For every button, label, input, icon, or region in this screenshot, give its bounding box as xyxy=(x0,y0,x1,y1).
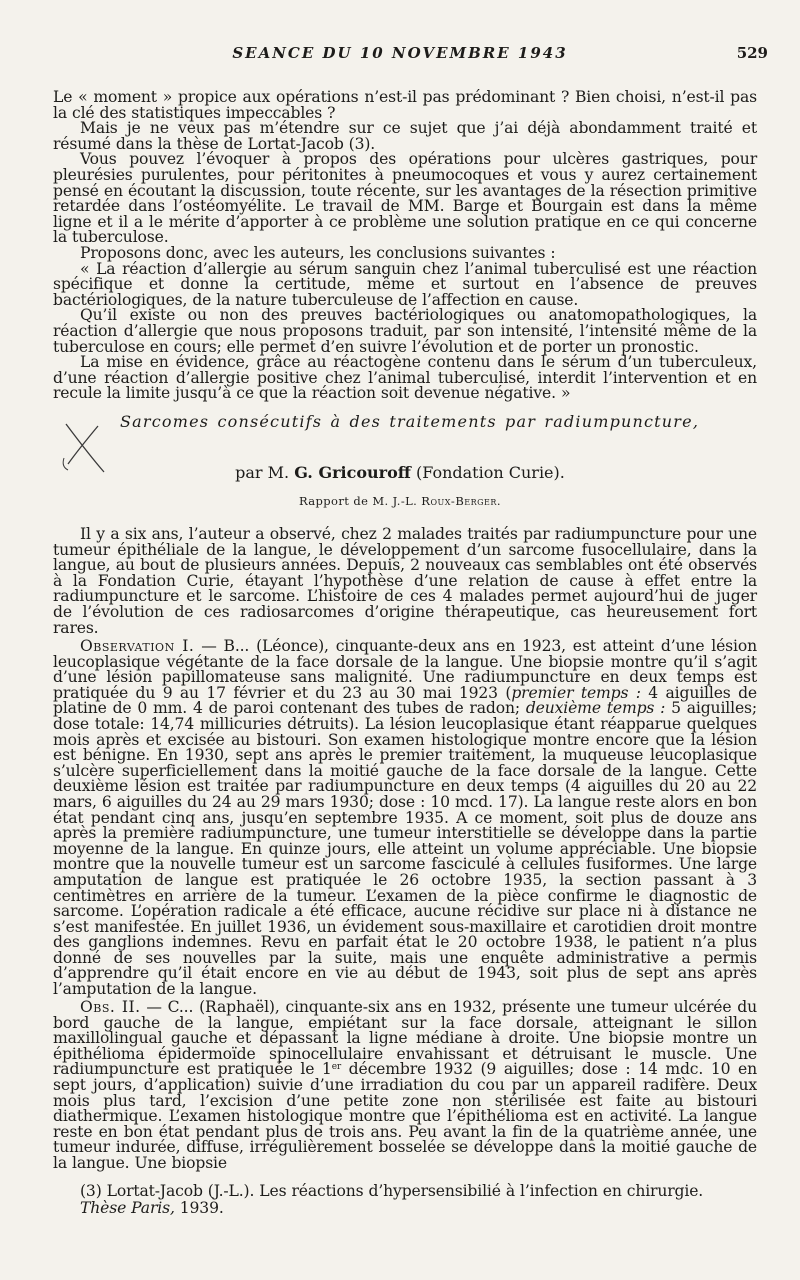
footnote-italic: Thèse Paris, xyxy=(80,1199,175,1217)
observation-1-italic-2: deuxième temps : xyxy=(525,699,666,718)
footnote xyxy=(80,1183,760,1217)
article-summary-section xyxy=(53,527,757,636)
page-number: 529 xyxy=(736,44,768,62)
intro-paragraph-4: Proposons donc, avec les auteurs, les conclusions suivantes : xyxy=(80,243,556,262)
observation-1-text xyxy=(53,639,757,998)
page-header xyxy=(0,44,800,68)
byline-suffix: (Fondation Curie). xyxy=(415,463,565,482)
observation-1-italic-1: premier temps : xyxy=(511,683,641,702)
rapporteur-name: Roux-Berger. xyxy=(421,494,502,508)
intro-paragraph-1: Le « moment » propice aux opérations n’est-il pas prédominant ? Bien choisi, n’est-il pas la clé des statistiques impeccables ? xyxy=(53,88,757,122)
superscript-er: er xyxy=(331,1062,342,1073)
article-byline xyxy=(0,463,800,482)
observation-2-part-a: — C... (Raphaël), cinquante-six ans en 1932, présente une tumeur ulcérée du bord gauche de la langue, empiétant sur la face dorsale, atteignant le sillon maxillolingual gauche et dépassant la ligne médiane à droite. Une biopsie montre un épithélioma épidermoïde spinocellulaire envahissant et détruisant le muscle. Une radiumpuncture est pratiquée le 1 xyxy=(53,998,757,1079)
running-title: SEANCE DU 10 NOVEMBRE 1943 xyxy=(232,44,568,62)
quote-paragraph-1: « La réaction d’allergie au sérum sanguin chez l’animal tuberculisé est une réaction spécifique et donne la certitude, même et surtout en l’absence de preuves bactériologiques, de la nature tuberculeuse de l’affection en cause. xyxy=(53,259,757,309)
observation-1-label: Observation I. xyxy=(80,637,195,655)
rapport-prefix: Rapport de M. J.-L. xyxy=(298,494,418,508)
byline-prefix: par M. xyxy=(235,463,290,482)
observation-2 xyxy=(53,1000,757,1172)
footnote-year: 1939. xyxy=(174,1199,224,1217)
observation-1-part-c: 5 aiguilles; dose totale: 14,74 millicuries détruits). La lésion leucoplasique étant réapparue quelques mois après et excisée au bistouri. Son examen histologique montre encore que la lésion est bénigne. En 1930, sept ans après le premier traitement, la muqueuse leucoplasique s’ulcère superficiellement dans la moitié gauche de la face dorsale de la langue. Cette deuxième lésion est traitée par radiumpuncture en deux temps (4 aiguilles du 20 au 22 mars, 6 aiguilles du 24 au 29 mars 1930; dose : 10 mcd. 17). La langue reste alors en bon état pendant cinq ans, jusqu’en septembre 1935. A ce moment, soit plus de douze ans après la première radiumpuncture, une tumeur interstitielle se développe dans la partie moyenne de la langue. En quinze jours, elle atteint un volume appréciable. Une biopsie montre que la nouvelle tumeur est un sarcome fasciculé à cellules fusiformes. Une large amputation de langue est pratiquée le 26 octobre 1935, la section passant à 3 centimètres en arrière de la tumeur. L’examen de la pièce confirme le diagnostic de sarcome. L’opération radicale a été efficace, aucune récidive sur place ni à distance ne s’est manifestée. En juillet 1936, un évidement sous-maxillaire et carotidien droit montre des ganglions indemnes. Revu en parfait état le 20 octobre 1938, le patient n’a plus donné de ses nouvelles par la suite, mais une enquête administrative a permis d’apprendre qu’il était encore en vie au début de 1943, soit plus de sept ans après l’amputation de la langue. xyxy=(53,699,757,999)
intro-section xyxy=(53,90,757,402)
quote-paragraph-2: Qu’il existe ou non des preuves bactériologiques ou anatomopathologiques, la réaction d’allergie que nous proposons traduit, par son intensité, l’intensité même de la tuberculose en cours; elle permet d’en suivre l’évolution et de porter un pronostic. xyxy=(53,306,757,356)
intro-paragraph-3: Vous pouvez l’évoquer à propos des opérations pour ulcères gastriques, pour pleurésies purulentes, pour péritonites à pneumocoques et vous y aurez certainement pensé en écoutant la discussion, toute récente, sur les avantages de la résection primitive retardée dans l’ostéomyélite. Le travail de MM. Barge et Bourgain est dans la même ligne et il a le mérite d’apporter à ce problème une solution pratique en ce qui concerne la tuberculose. xyxy=(53,150,757,247)
article-title: Sarcomes consécutifs à des traitements par radiumpuncture, xyxy=(120,412,700,431)
observation-1-part-a: — B... (Léonce), cinquante-deux ans en 1923, est atteint d’une lésion leucoplasique végétante de la face dorsale de la langue. Une biopsie montre qu’il s’agit d’une lésion papillomateuse sans malignité. Une radiumpuncture en deux temps est pratiquée du 9 au 17 février et du 23 au 30 mai 1923 ( xyxy=(53,637,757,702)
observation-2-label: Obs. II. xyxy=(80,998,141,1016)
observation-1-part-b: 4 aiguilles de platine de 0 mm. 4 de paroi contenant des tubes de radon; xyxy=(53,683,757,718)
observation-2-part-b: décembre 1932 (9 aiguilles; dose : 14 mdc. 10 en sept jours, d’application) suivie d’une irradiation du cou par un appareil radifère. Deux mois plus tard, l’excision d’une petite zone non stérilisée est faite au bistouri diathermique. L’examen histologique montre que l’épithélioma est en activité. La langue reste en bon état pendant plus de trois ans. Peu avant la fin de la quatrième année, une tumeur indurée, diffuse, irrégulièrement bosselée se développe dans la moitié gauche de la langue. Une biopsie xyxy=(53,1060,757,1172)
rapport-line xyxy=(0,494,800,508)
observation-1 xyxy=(53,639,757,998)
author-name: G. Gricouroff xyxy=(294,463,411,482)
footnote-reference: (3) Lortat-Jacob (J.-L.). Les réactions d’hypersensibilié à l’infection en chirurgie. xyxy=(80,1182,704,1200)
footnote-text xyxy=(80,1183,760,1217)
intro-paragraph-2: Mais je ne veux pas m’étendre sur ce sujet que j’ai déjà abondamment traité et résumé dans la thèse de Lortat-Jacob (3). xyxy=(53,119,757,153)
article-summary: Il y a six ans, l’auteur a observé, chez 2 malades traités par radiumpuncture pour une tumeur épithéliale de la langue, le développement d’un sarcome fusocellulaire, dans la langue, au bout de plusieurs années. Depuis, 2 nouveaux cas semblables ont été observés à la Fondation Curie, étayant l’hypothèse d’une relation de cause à effet entre la radiumpuncture et le sarcome. L’histoire de ces 4 malades permet aujourd’hui de juger de l’évolution de ces radiosarcomes d’origine thérapeutique, cas heureusement fort rares. xyxy=(53,525,757,637)
observation-2-text xyxy=(53,1000,757,1172)
quote-paragraph-3: La mise en évidence, grâce au réactogène contenu dans le sérum d’un tuberculeux, d’une réaction d’allergie positive chez l’animal tuberculisé, interdit l’intervention et en recule la limite jusqu’à ce que la réaction soit devenue négative. » xyxy=(53,353,757,403)
